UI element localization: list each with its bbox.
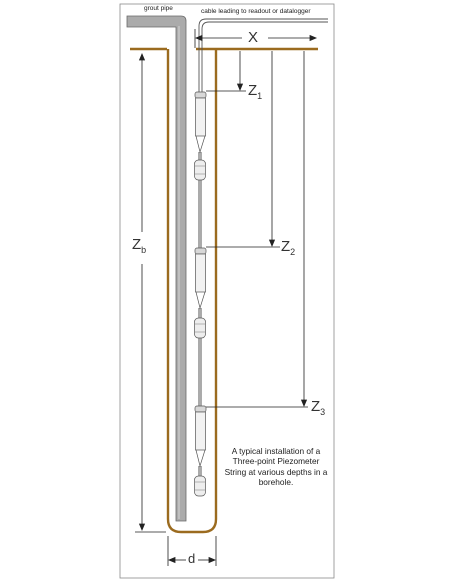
splice-1 bbox=[195, 160, 206, 180]
splice-3 bbox=[195, 476, 206, 496]
z2-label: $Z_2$ bbox=[281, 238, 296, 257]
piezometer-3 bbox=[195, 406, 206, 466]
diagram-caption: A typical installation of a Three-point Piezometer String at various depths in a borehole. bbox=[224, 446, 328, 487]
zb-label: $Z_b$ bbox=[132, 236, 147, 255]
x-label: X bbox=[248, 29, 259, 46]
z1-label: $Z_1$ bbox=[248, 82, 263, 101]
cable-label: cable leading to readout or datalogger bbox=[201, 8, 311, 15]
dimension-zb bbox=[135, 54, 166, 532]
splice-2 bbox=[195, 318, 206, 338]
d-label: d bbox=[188, 551, 196, 566]
diagram-frame bbox=[120, 4, 334, 578]
z3-label: $Z_3$ bbox=[311, 398, 326, 417]
dimension-z3 bbox=[206, 51, 308, 407]
piezometer-1 bbox=[195, 92, 206, 152]
grout-pipe bbox=[127, 16, 186, 521]
piezometer-2 bbox=[195, 248, 206, 308]
dimension-z1 bbox=[206, 51, 246, 91]
grout-pipe-label: grout pipe bbox=[144, 5, 173, 12]
cable bbox=[199, 19, 328, 92]
